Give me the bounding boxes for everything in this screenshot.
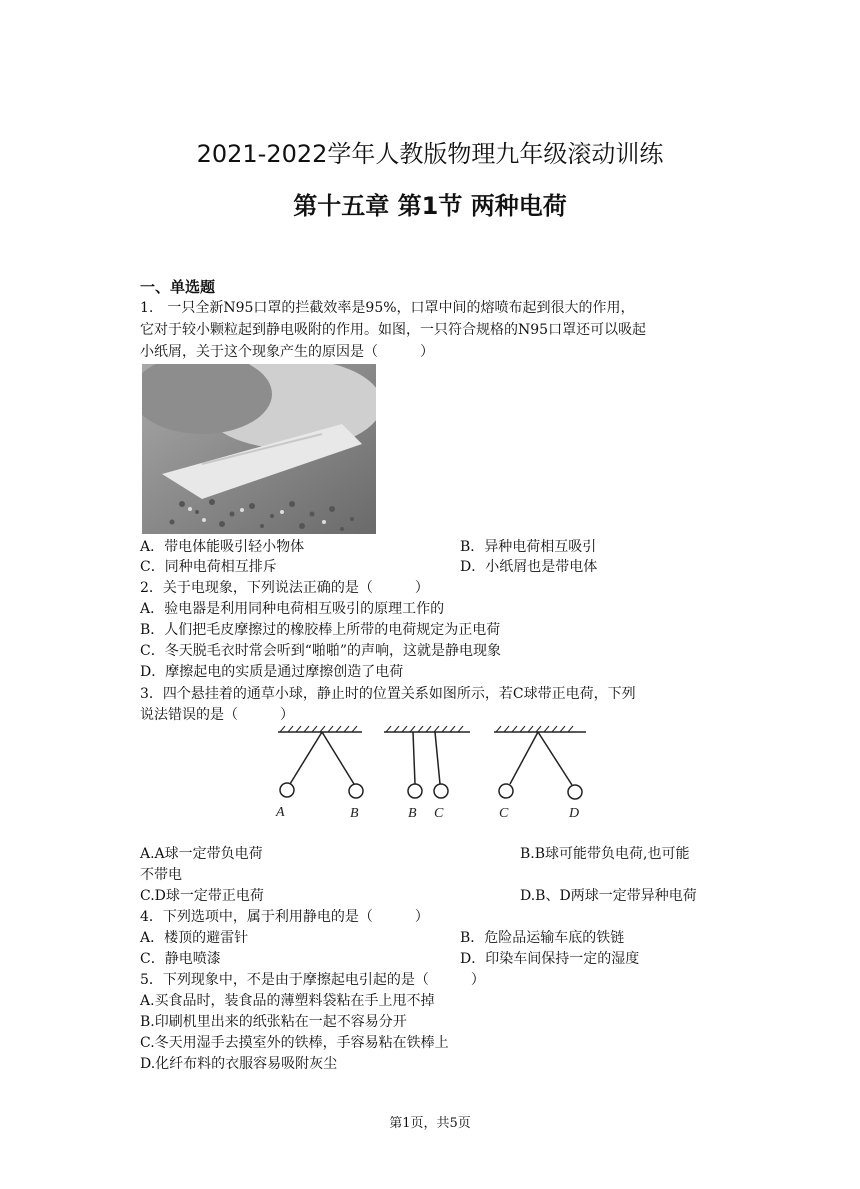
q3-option-b-cont: 不带电 — [140, 867, 182, 883]
page-footer: 第1页，共5页 — [389, 1116, 471, 1131]
q2-option-b[interactable]: B．人们把毛皮摩擦过的橡胶棒上所带的电荷规定为正电荷 — [140, 622, 501, 638]
q3-option-d[interactable]: D.B、D两球一定带异种电荷 — [520, 888, 697, 904]
q3-option-b[interactable]: B.B球可能带负电荷,也可能 — [520, 846, 690, 862]
q2-option-a[interactable]: A．验电器是利用同种电荷相互吸引的原理工作的 — [140, 601, 445, 617]
q5-option-c[interactable]: C.冬天用湿手去摸室外的铁棒，手容易粘在铁棒上 — [140, 1035, 449, 1051]
q1-option-d[interactable]: D．小纸屑也是带电体 — [460, 559, 598, 575]
mask-paper-photo — [142, 364, 376, 534]
q2-stem: 2．关于电现象，下列说法正确的是（ ） — [140, 580, 429, 596]
ball-label-c2: C — [499, 806, 509, 821]
q4-option-d[interactable]: D．印染车间保持一定的湿度 — [460, 951, 640, 967]
q3-option-a[interactable]: A.A球一定带负电荷 — [140, 846, 263, 862]
q5-stem: 5．下列现象中，不是由于摩擦起电引起的是（ ） — [140, 972, 485, 988]
q1-option-c[interactable]: C．同种电荷相互排斥 — [140, 559, 277, 575]
q4-stem: 4．下列选项中，属于利用静电的是（ ） — [140, 909, 429, 925]
page-title: 2021-2022学年人教版物理九年级滚动训练 — [196, 140, 664, 168]
q4-option-b[interactable]: B．危险品运输车底的铁链 — [460, 930, 625, 946]
ball-label-c: C — [434, 806, 444, 821]
q2-option-c[interactable]: C．冬天脱毛衣时常会听到“啪啪”的声响，这就是静电现象 — [140, 643, 502, 659]
q3-stem-line1: 3．四个悬挂着的通草小球，静止时的位置关系如图所示，若C球带正电荷，下列 — [140, 686, 636, 702]
ball-label-d: D — [569, 806, 580, 821]
q3-stem-line2: 说法错误的是（ ） — [140, 707, 294, 723]
section-heading: 一、单选题 — [140, 278, 216, 296]
q1-stem-line3: 小纸屑，关于这个现象产生的原因是（ ） — [140, 344, 434, 360]
q1-stem-line1: 1. 一只全新N95口罩的拦截效率是95%，口罩中间的熔喷布起到很大的作用， — [140, 300, 635, 316]
ball-label-b2: B — [408, 806, 417, 821]
q5-option-d[interactable]: D.化纤布料的衣服容易吸附灰尘 — [140, 1056, 338, 1072]
q1-stem-line2: 它对于较小颗粒起到静电吸附的作用。如图，一只符合规格的N95口罩还可以吸起 — [140, 322, 647, 338]
pendulum-diagram — [270, 724, 600, 824]
ball-label-b: B — [350, 806, 359, 821]
q1-option-b[interactable]: B．异种电荷相互吸引 — [460, 539, 597, 555]
q1-option-a[interactable]: A．带电体能吸引轻小物体 — [140, 539, 305, 555]
page-subtitle: 第十五章 第1节 两种电荷 — [293, 192, 567, 220]
q2-option-d[interactable]: D．摩擦起电的实质是通过摩擦创造了电荷 — [140, 664, 404, 680]
q3-option-c[interactable]: C.D球一定带正电荷 — [140, 888, 264, 904]
q4-option-c[interactable]: C．静电喷漆 — [140, 951, 221, 967]
ball-label-a: A — [276, 805, 285, 820]
q5-option-a[interactable]: A.买食品时，装食品的薄塑料袋粘在手上甩不掉 — [140, 993, 435, 1009]
q5-option-b[interactable]: B.印刷机里出来的纸张粘在一起不容易分开 — [140, 1014, 407, 1030]
q4-option-a[interactable]: A．楼顶的避雷针 — [140, 930, 249, 946]
